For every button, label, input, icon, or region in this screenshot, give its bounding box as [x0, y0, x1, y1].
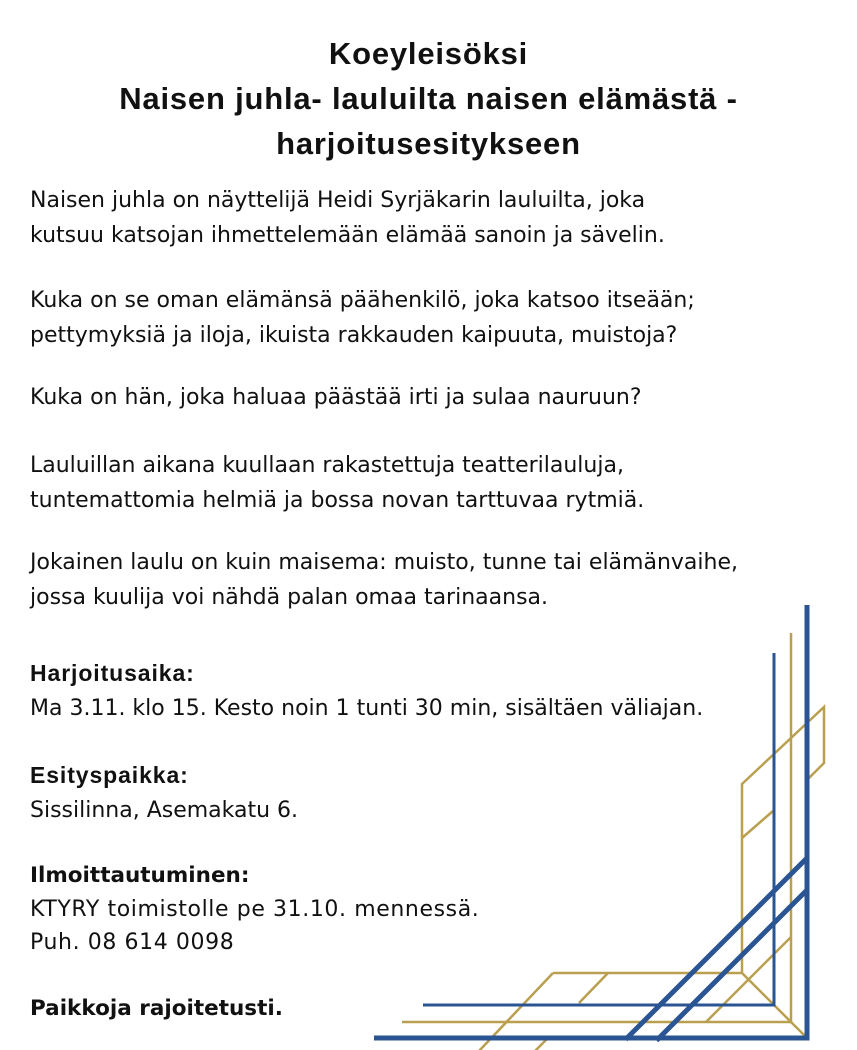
frame-line-gold-diagonal: [808, 763, 824, 779]
venue-address: Sissilinna, Asemakatu 6.: [30, 798, 299, 823]
frame-line-gold-miter: [742, 973, 807, 1038]
text-line: kutsuu katsojan ihmettelemään elämää sanoin ja sävelin.: [30, 223, 665, 248]
title-line-1: Koeyleisöksi: [328, 36, 529, 71]
text-line: Naisen juhla on näyttelijä Heidi Syrjäkarin lauluilta, joka: [30, 188, 646, 213]
text-line: Kuka on hän, joka haluaa päästää irti ja sulaa nauruun?: [30, 385, 642, 410]
title-line-2: Naisen juhla- lauluilta naisen elämästä -: [119, 81, 738, 116]
frame-line-gold-diagonal: [535, 1038, 548, 1050]
intro-paragraph-5: [30, 545, 738, 615]
registration-label: Ilmoittautuminen:: [30, 863, 250, 888]
limited-seats-section: [30, 992, 283, 1026]
text-line: jossa kuulija voi nähdä palan omaa tarinaansa.: [30, 585, 548, 610]
registration-deadline: KTYRY toimistolle pe 31.10. mennessä.: [30, 896, 480, 922]
intro-paragraph-1: [30, 183, 665, 253]
frame-line-blue-thick-diagonal: [657, 889, 809, 1041]
intro-paragraph-2: [30, 283, 695, 353]
registration-section: [30, 859, 479, 960]
rehearsal-time: Ma 3.11. klo 15. Kesto noin 1 tunti 30 min, sisältäen väliajan.: [30, 696, 704, 721]
text-line: Kuka on se oman elämänsä päähenkilö, joka katsoo itseään;: [30, 288, 695, 313]
frame-line-gold-parallelogram: [553, 707, 824, 973]
text-line: tuntemattomia helmiä ja bossa novan tarttuvaa rytmiä.: [30, 488, 645, 513]
limited-seats-note: Paikkoja rajoitetusti.: [30, 996, 283, 1021]
text-line: Jokainen laulu on kuin maisema: muisto, tunne tai elämänvaihe,: [30, 550, 738, 575]
text-line: Lauluillan aikana kuullaan rakastettuja teatterilauluja,: [30, 453, 624, 478]
page-title: [0, 31, 857, 166]
frame-line-gold-diagonal: [479, 973, 553, 1050]
venue-label: Esityspaikka:: [30, 762, 189, 788]
title-line-3: harjoitusesitykseen: [276, 126, 581, 161]
frame-line-gold-diagonal: [579, 973, 608, 1003]
registration-phone: Puh. 08 614 0098: [30, 930, 235, 955]
frame-line-gold-diagonal: [742, 811, 773, 838]
rehearsal-section: [30, 656, 703, 726]
intro-paragraph-3: [30, 380, 642, 415]
rehearsal-label: Harjoitusaika:: [30, 660, 195, 686]
text-line: pettymyksiä ja iloja, ikuista rakkauden kaipuuta, muistoja?: [30, 323, 678, 348]
frame-line-blue-thick-diagonal: [626, 857, 809, 1040]
venue-section: [30, 758, 298, 828]
frame-line-gold-diagonal: [706, 937, 791, 1022]
intro-paragraph-4: [30, 448, 644, 518]
